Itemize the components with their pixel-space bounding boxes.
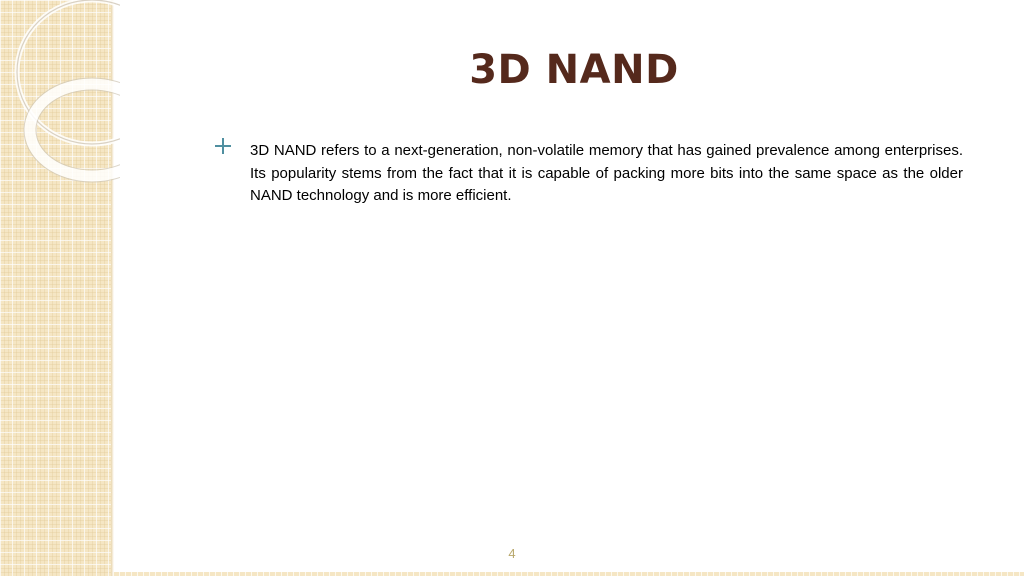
decorative-bottom-strip (113, 572, 1024, 576)
page-number: 4 (508, 546, 516, 561)
plus-icon (212, 135, 234, 157)
slide-title: 3D NAND (469, 47, 679, 93)
decorative-rings (0, 0, 120, 200)
bullet-text: 3D NAND refers to a next-generation, non-volatile memory that has gained prevalence among enterprises. Its popularity stems from the fact that it is capable of packing more bits into the same space as the older NAND technology and is more efficient. (250, 142, 963, 204)
